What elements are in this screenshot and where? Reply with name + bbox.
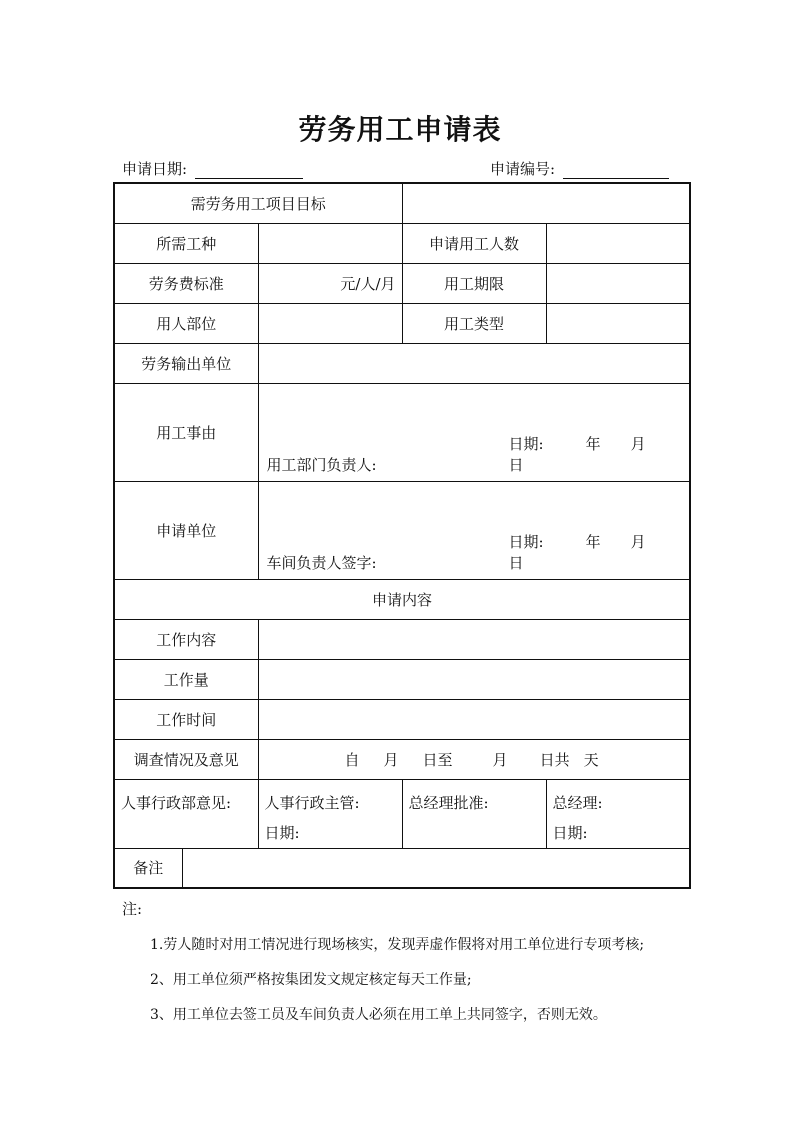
reason-date: 日期: 年 月日 <box>508 434 646 474</box>
fee-standard-label: 劳务费标准 <box>114 263 258 303</box>
applicant-date: 日期: 年 月日 <box>508 532 646 572</box>
survey-period-field[interactable]: 自 月 日至 月 日共 天 <box>258 739 690 779</box>
headcount-field[interactable] <box>546 223 690 263</box>
applicant-label: 申请单位 <box>114 481 258 579</box>
apply-number-field[interactable] <box>563 162 669 179</box>
applicant-field[interactable] <box>258 481 690 579</box>
reason-label: 用工事由 <box>114 383 258 481</box>
work-content-field[interactable] <box>258 619 690 659</box>
headcount-label: 申请用工人数 <box>402 223 546 263</box>
notes-heading: 注: <box>122 900 143 918</box>
work-type-label: 用工类型 <box>402 303 546 343</box>
work-time-field[interactable] <box>258 699 690 739</box>
period-field[interactable] <box>546 263 690 303</box>
gm-label: 总经理: <box>552 793 603 812</box>
page-title: 劳务用工申请表 <box>298 113 502 146</box>
fee-unit[interactable]: 元/人/月 <box>258 263 402 303</box>
hr-manager-date-label: 日期: <box>264 823 300 842</box>
note-item: 2、用工单位须严格按集团发文规定核定每天工作量; <box>150 972 472 988</box>
remarks-label: 备注 <box>114 848 182 888</box>
hr-opinion-cell[interactable] <box>114 779 258 848</box>
reason-field[interactable] <box>258 383 690 481</box>
gm-approval-label: 总经理批准: <box>408 793 489 812</box>
application-form <box>113 182 691 889</box>
period-label: 用工期限 <box>402 263 546 303</box>
note-item: 3、用工单位去签工员及车间负责人必须在用工单上共同签字，否则无效。 <box>150 1007 607 1023</box>
apply-date <box>122 158 303 179</box>
job-type-label: 所需工种 <box>114 223 258 263</box>
apply-number-label: 申请编号: <box>490 160 556 178</box>
supplier-label: 劳务输出单位 <box>114 343 258 383</box>
survey-label: 调查情况及意见 <box>114 739 258 779</box>
workload-field[interactable] <box>258 659 690 699</box>
note-item: 1.劳人随时对用工情况进行现场核实，发现弄虚作假将对用工单位进行专项考核; <box>150 937 645 953</box>
dept-field[interactable] <box>258 303 402 343</box>
apply-date-label: 申请日期: <box>122 160 188 178</box>
project-goal-label: 需劳务用工项目目标 <box>114 183 402 223</box>
workload-label: 工作量 <box>114 659 258 699</box>
hr-manager-label: 人事行政主管: <box>264 793 360 812</box>
content-section-header: 申请内容 <box>114 579 690 619</box>
apply-date-field[interactable] <box>195 162 303 179</box>
supplier-field[interactable] <box>258 343 690 383</box>
work-type-field[interactable] <box>546 303 690 343</box>
job-type-field[interactable] <box>258 223 402 263</box>
gm-date-label: 日期: <box>552 823 588 842</box>
work-time-label: 工作时间 <box>114 699 258 739</box>
dept-label: 用人部位 <box>114 303 258 343</box>
hr-manager-cell[interactable] <box>258 779 402 848</box>
remarks-field[interactable] <box>182 848 690 888</box>
gm-approval-cell[interactable] <box>402 779 546 848</box>
work-content-label: 工作内容 <box>114 619 258 659</box>
gm-cell[interactable] <box>546 779 690 848</box>
reason-signer-label: 用工部门负责人: <box>266 455 377 474</box>
hr-opinion-label: 人事行政部意见: <box>121 793 232 812</box>
apply-number <box>490 158 669 179</box>
applicant-signer-label: 车间负责人签字: <box>266 553 377 572</box>
project-goal-field[interactable] <box>402 183 690 223</box>
